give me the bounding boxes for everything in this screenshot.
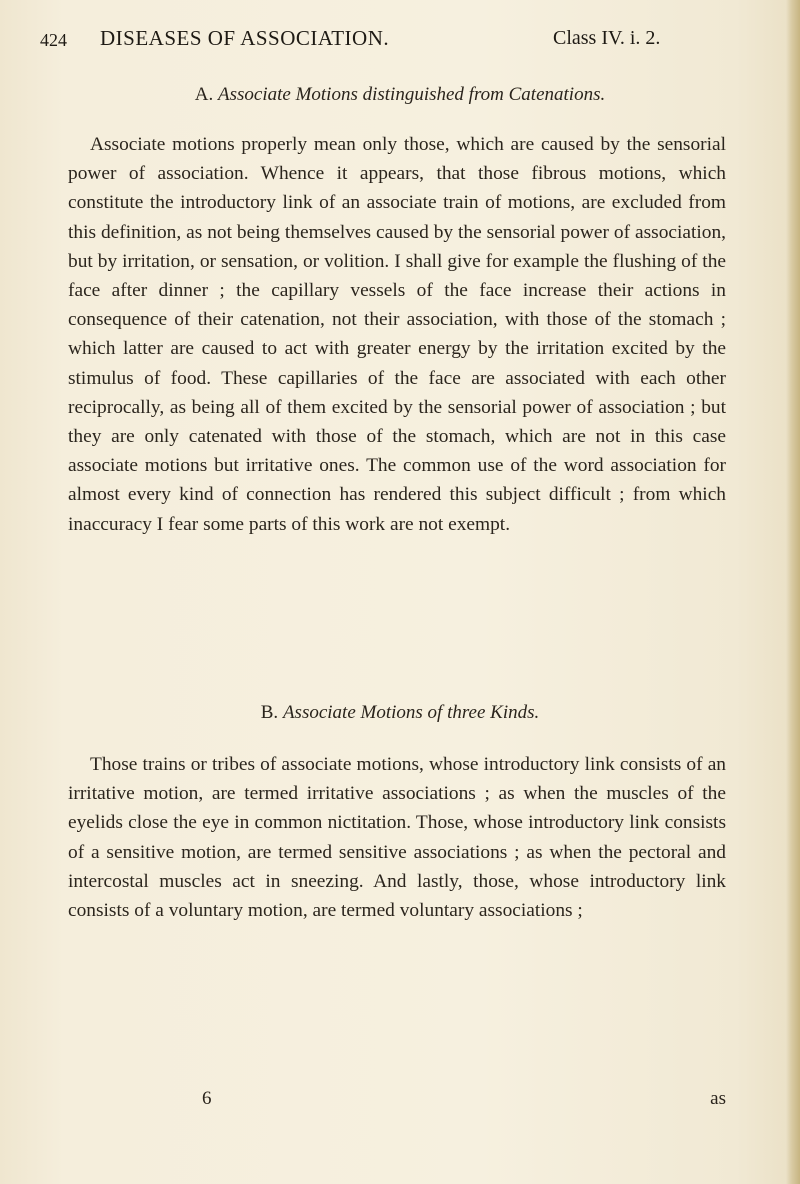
section-b-paragraph: Those trains or tribes of associate motions, whose introductory link consists of an irritative motion, are termed irritative associations ; as when the muscles of the eyelids close the eye in common nictitation. Those, whose introductory link consists of a sensitive motion, are termed sensitive associations ; as when the pectoral and intercostal muscles act in sneezing. And lastly, those, whose introductory link consists of a voluntary motion, are termed voluntary associations ; xyxy=(68,754,726,922)
section-a-heading xyxy=(40,84,760,106)
section-b-letter: B. xyxy=(260,702,279,723)
section-a-paragraph: Associate motions properly mean only those, which are caused by the sensorial power of association. Whence it appears, that those fibrous motions, which constitute the introductory link of an associate train of motions, are excluded from this definition, as not being themselves caused by the sensorial power of association, but by irritation, or sensation, or volition. I shall give for example the flushing of the face after dinner ; the capillary vessels of the face increase their actions in consequence of their catenation, not their association, with those of the stomach ; which latter are caused to act with greater energy by the irritation excited by the stimulus of food. These capillaries of the face are associated with each other reciprocally, as being all of them excited by the sensorial power of association ; but they are only catenated with those of the stomach, which are not in this case associate motions but irritative ones. The common use of the word association for almost every kind of connection has rendered this subject difficult ; from which inaccuracy I fear some parts of this work are not exempt. xyxy=(68,134,726,535)
section-b-heading xyxy=(40,702,760,724)
page-number: 424 xyxy=(40,30,67,50)
section-b-title: Associate Motions of three Kinds. xyxy=(282,702,540,723)
page-footer xyxy=(68,1088,726,1116)
catchword: as xyxy=(710,1088,726,1109)
page-edge xyxy=(786,0,800,1184)
section-a-letter: A. xyxy=(194,84,214,105)
running-title: DISEASES OF ASSOCIATION. xyxy=(100,26,390,50)
signature-mark: 6 xyxy=(202,1088,212,1109)
class-label: Class IV. i. 2. xyxy=(553,27,661,49)
section-a-title: Associate Motions distinguished from Catenations. xyxy=(218,84,606,105)
running-head xyxy=(40,26,760,56)
